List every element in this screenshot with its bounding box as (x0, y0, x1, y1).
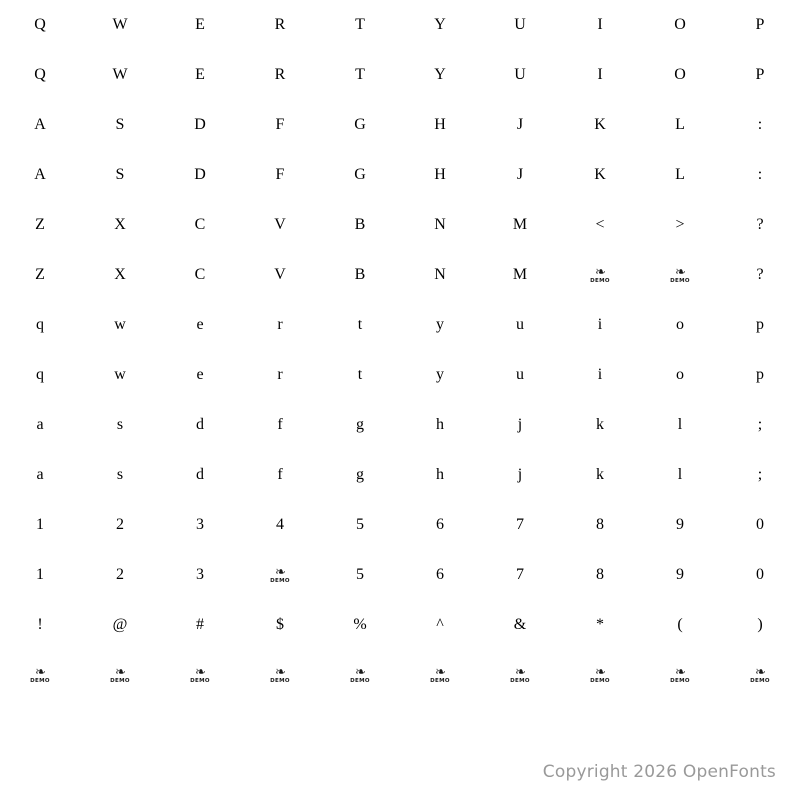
reference-glyph-cell: > (675, 216, 685, 233)
sample-glyph-cell: L (675, 166, 685, 183)
sample-glyph-cell: 3 (196, 566, 204, 583)
reference-glyph-cell: W (112, 16, 128, 33)
demo-label: DEMO (110, 678, 130, 685)
demo-watermark-icon (590, 265, 610, 285)
demo-label: DEMO (30, 678, 50, 685)
demo-watermark-icon (190, 665, 210, 685)
demo-watermark-icon (80, 650, 160, 700)
demo-watermark-icon (560, 650, 640, 700)
sample-glyph-cell: U (514, 66, 526, 83)
sample-glyph-cell: Z (35, 266, 45, 283)
sample-glyph-cell: J (516, 166, 524, 183)
reference-glyph-cell: 2 (116, 516, 124, 533)
reference-glyph-cell: % (353, 616, 367, 633)
demo-label: DEMO (270, 678, 290, 685)
reference-glyph-cell: M (512, 216, 528, 233)
sprig-icon: ❧ (35, 664, 45, 680)
sample-glyph-cell: 2 (116, 566, 124, 583)
reference-glyph-cell: ^ (436, 616, 444, 633)
reference-glyph-cell: d (196, 416, 204, 433)
sample-glyph-cell: C (194, 266, 206, 283)
sample-glyph-cell: 9 (676, 566, 684, 583)
reference-glyph-cell: : (757, 116, 763, 133)
sprig-icon: ❧ (355, 664, 365, 680)
reference-glyph-cell: j (517, 416, 523, 433)
reference-glyph-cell: 7 (516, 516, 524, 533)
reference-glyph-cell: C (194, 216, 206, 233)
demo-watermark-icon (670, 265, 690, 285)
demo-watermark-icon (240, 550, 320, 600)
reference-glyph-cell: y (436, 316, 444, 333)
reference-glyph-cell: 4 (276, 516, 284, 533)
sample-glyph-cell: A (34, 166, 46, 183)
reference-glyph-cell: K (594, 116, 606, 133)
sample-glyph-cell: F (275, 166, 285, 183)
demo-watermark-icon (320, 650, 400, 700)
sample-glyph-cell: P (755, 66, 765, 83)
reference-glyph-cell: t (357, 316, 363, 333)
sample-glyph-cell: D (194, 166, 206, 183)
demo-watermark-icon (430, 665, 450, 685)
reference-glyph-cell: P (755, 16, 765, 33)
reference-glyph-cell: ( (677, 616, 683, 633)
sample-glyph-cell: T (355, 66, 365, 83)
reference-glyph-cell: U (514, 16, 526, 33)
sample-glyph-cell: k (596, 466, 604, 483)
sample-glyph-cell: h (436, 466, 444, 483)
sample-glyph-cell: o (676, 366, 684, 383)
demo-watermark-icon (670, 665, 690, 685)
sample-glyph-cell: W (112, 66, 128, 83)
sample-glyph-cell: t (357, 366, 363, 383)
sample-glyph-cell: N (434, 266, 446, 283)
reference-glyph-cell: E (195, 16, 205, 33)
sample-glyph-cell: G (354, 166, 366, 183)
sample-glyph-cell: B (354, 266, 366, 283)
demo-label: DEMO (270, 578, 290, 585)
sample-glyph-cell: p (756, 366, 764, 383)
sample-glyph-cell: E (195, 66, 205, 83)
sprig-icon: ❧ (675, 264, 685, 280)
reference-glyph-cell: ? (756, 216, 764, 233)
reference-glyph-cell: V (274, 216, 286, 233)
sample-glyph-cell: R (274, 66, 286, 83)
reference-glyph-cell: 1 (36, 516, 44, 533)
reference-glyph-cell: 8 (596, 516, 604, 533)
demo-label: DEMO (590, 678, 610, 685)
demo-watermark-icon (270, 665, 290, 685)
demo-watermark-icon (510, 665, 530, 685)
sample-glyph-cell: Q (34, 66, 46, 83)
demo-watermark-icon (640, 650, 720, 700)
reference-glyph-cell: $ (276, 616, 284, 633)
reference-glyph-cell: e (196, 316, 204, 333)
demo-label: DEMO (590, 278, 610, 285)
sprig-icon: ❧ (675, 664, 685, 680)
demo-watermark-icon (30, 665, 50, 685)
copyright-notice: Copyright 2026 OpenFonts (542, 762, 776, 782)
sample-glyph-cell: Y (434, 66, 446, 83)
sample-glyph-cell: X (114, 266, 126, 283)
demo-watermark-icon (400, 650, 480, 700)
sample-glyph-cell: V (274, 266, 286, 283)
reference-glyph-cell: f (277, 416, 283, 433)
sample-glyph-cell: 8 (596, 566, 604, 583)
sprig-icon: ❧ (595, 664, 605, 680)
reference-glyph-cell: ! (37, 616, 43, 633)
reference-glyph-cell: l (677, 416, 683, 433)
sample-glyph-cell: 6 (436, 566, 444, 583)
reference-glyph-cell: X (114, 216, 126, 233)
sample-glyph-cell: a (36, 466, 44, 483)
sample-glyph-cell: s (116, 466, 124, 483)
sprig-icon: ❧ (435, 664, 445, 680)
sprig-icon: ❧ (195, 664, 205, 680)
sample-glyph-cell: ? (756, 266, 764, 283)
sprig-icon: ❧ (515, 664, 525, 680)
reference-glyph-cell: B (354, 216, 366, 233)
sample-glyph-cell: q (36, 366, 44, 383)
reference-glyph-cell: H (434, 116, 446, 133)
reference-glyph-cell: u (516, 316, 524, 333)
sample-glyph-cell: K (594, 166, 606, 183)
reference-glyph-cell: k (596, 416, 604, 433)
demo-watermark-icon (590, 665, 610, 685)
sample-glyph-cell: O (674, 66, 686, 83)
reference-glyph-cell: s (116, 416, 124, 433)
sample-glyph-cell: 1 (36, 566, 44, 583)
sprig-icon: ❧ (755, 664, 765, 680)
reference-glyph-cell: & (513, 616, 527, 633)
demo-watermark-icon (0, 650, 80, 700)
sample-glyph-cell: M (512, 266, 528, 283)
sample-glyph-cell: S (115, 166, 125, 183)
reference-glyph-cell: * (596, 616, 604, 633)
sprig-icon: ❧ (595, 264, 605, 280)
sample-glyph-cell: y (436, 366, 444, 383)
reference-glyph-cell: 6 (436, 516, 444, 533)
reference-glyph-cell: A (34, 116, 46, 133)
reference-glyph-cell: i (597, 316, 603, 333)
sample-glyph-cell: u (516, 366, 524, 383)
demo-watermark-icon (240, 650, 320, 700)
sample-glyph-cell: ; (757, 466, 763, 483)
reference-glyph-cell: ) (757, 616, 763, 633)
reference-glyph-cell: g (356, 416, 364, 433)
demo-watermark-icon (720, 650, 800, 700)
reference-glyph-cell: 3 (196, 516, 204, 533)
reference-glyph-cell: p (756, 316, 764, 333)
sprig-icon: ❧ (115, 664, 125, 680)
demo-label: DEMO (750, 678, 770, 685)
reference-glyph-cell: J (516, 116, 524, 133)
reference-glyph-cell: F (275, 116, 285, 133)
reference-glyph-cell: Y (434, 16, 446, 33)
reference-glyph-cell: 0 (756, 516, 764, 533)
reference-glyph-cell: o (676, 316, 684, 333)
reference-glyph-cell: < (595, 216, 605, 233)
sample-glyph-cell: w (114, 366, 126, 383)
demo-label: DEMO (670, 678, 690, 685)
sample-glyph-cell: H (434, 166, 446, 183)
reference-glyph-cell: O (674, 16, 686, 33)
reference-glyph-cell: q (36, 316, 44, 333)
reference-glyph-cell: T (355, 16, 365, 33)
sample-glyph-cell: l (677, 466, 683, 483)
demo-watermark-icon (350, 665, 370, 685)
reference-glyph-cell: 5 (356, 516, 364, 533)
demo-label: DEMO (430, 678, 450, 685)
sample-glyph-cell: e (196, 366, 204, 383)
sample-glyph-cell: g (356, 466, 364, 483)
demo-label: DEMO (190, 678, 210, 685)
reference-glyph-cell: G (354, 116, 366, 133)
demo-label: DEMO (510, 678, 530, 685)
reference-glyph-cell: r (277, 316, 283, 333)
demo-watermark-icon (160, 650, 240, 700)
reference-glyph-cell: D (194, 116, 206, 133)
reference-glyph-cell: Q (34, 16, 46, 33)
sprig-icon: ❧ (275, 664, 285, 680)
reference-glyph-cell: I (597, 16, 603, 33)
sprig-icon: ❧ (275, 564, 285, 580)
sample-glyph-cell: j (517, 466, 523, 483)
sample-glyph-cell: 7 (516, 566, 524, 583)
sample-glyph-cell: 0 (756, 566, 764, 583)
reference-glyph-cell: N (434, 216, 446, 233)
reference-glyph-cell: L (675, 116, 685, 133)
demo-watermark-icon (560, 250, 640, 300)
demo-watermark-icon (480, 650, 560, 700)
reference-glyph-cell: S (115, 116, 125, 133)
sample-glyph-cell: 5 (356, 566, 364, 583)
sample-glyph-cell: d (196, 466, 204, 483)
reference-glyph-cell: w (114, 316, 126, 333)
demo-watermark-icon (110, 665, 130, 685)
sample-glyph-cell: I (597, 66, 603, 83)
demo-watermark-icon (750, 665, 770, 685)
reference-glyph-cell: Z (35, 216, 45, 233)
reference-glyph-cell: R (274, 16, 286, 33)
reference-glyph-cell: @ (112, 616, 128, 633)
reference-glyph-cell: h (436, 416, 444, 433)
reference-glyph-cell: a (36, 416, 44, 433)
demo-label: DEMO (350, 678, 370, 685)
sample-glyph-cell: r (277, 366, 283, 383)
sample-glyph-cell: i (597, 366, 603, 383)
reference-glyph-cell: # (196, 616, 204, 633)
sample-glyph-cell: : (757, 166, 763, 183)
demo-watermark-icon (640, 250, 720, 300)
sample-glyph-cell: f (277, 466, 283, 483)
demo-watermark-icon (270, 565, 290, 585)
reference-glyph-cell: ; (757, 416, 763, 433)
reference-glyph-cell: 9 (676, 516, 684, 533)
demo-label: DEMO (670, 278, 690, 285)
